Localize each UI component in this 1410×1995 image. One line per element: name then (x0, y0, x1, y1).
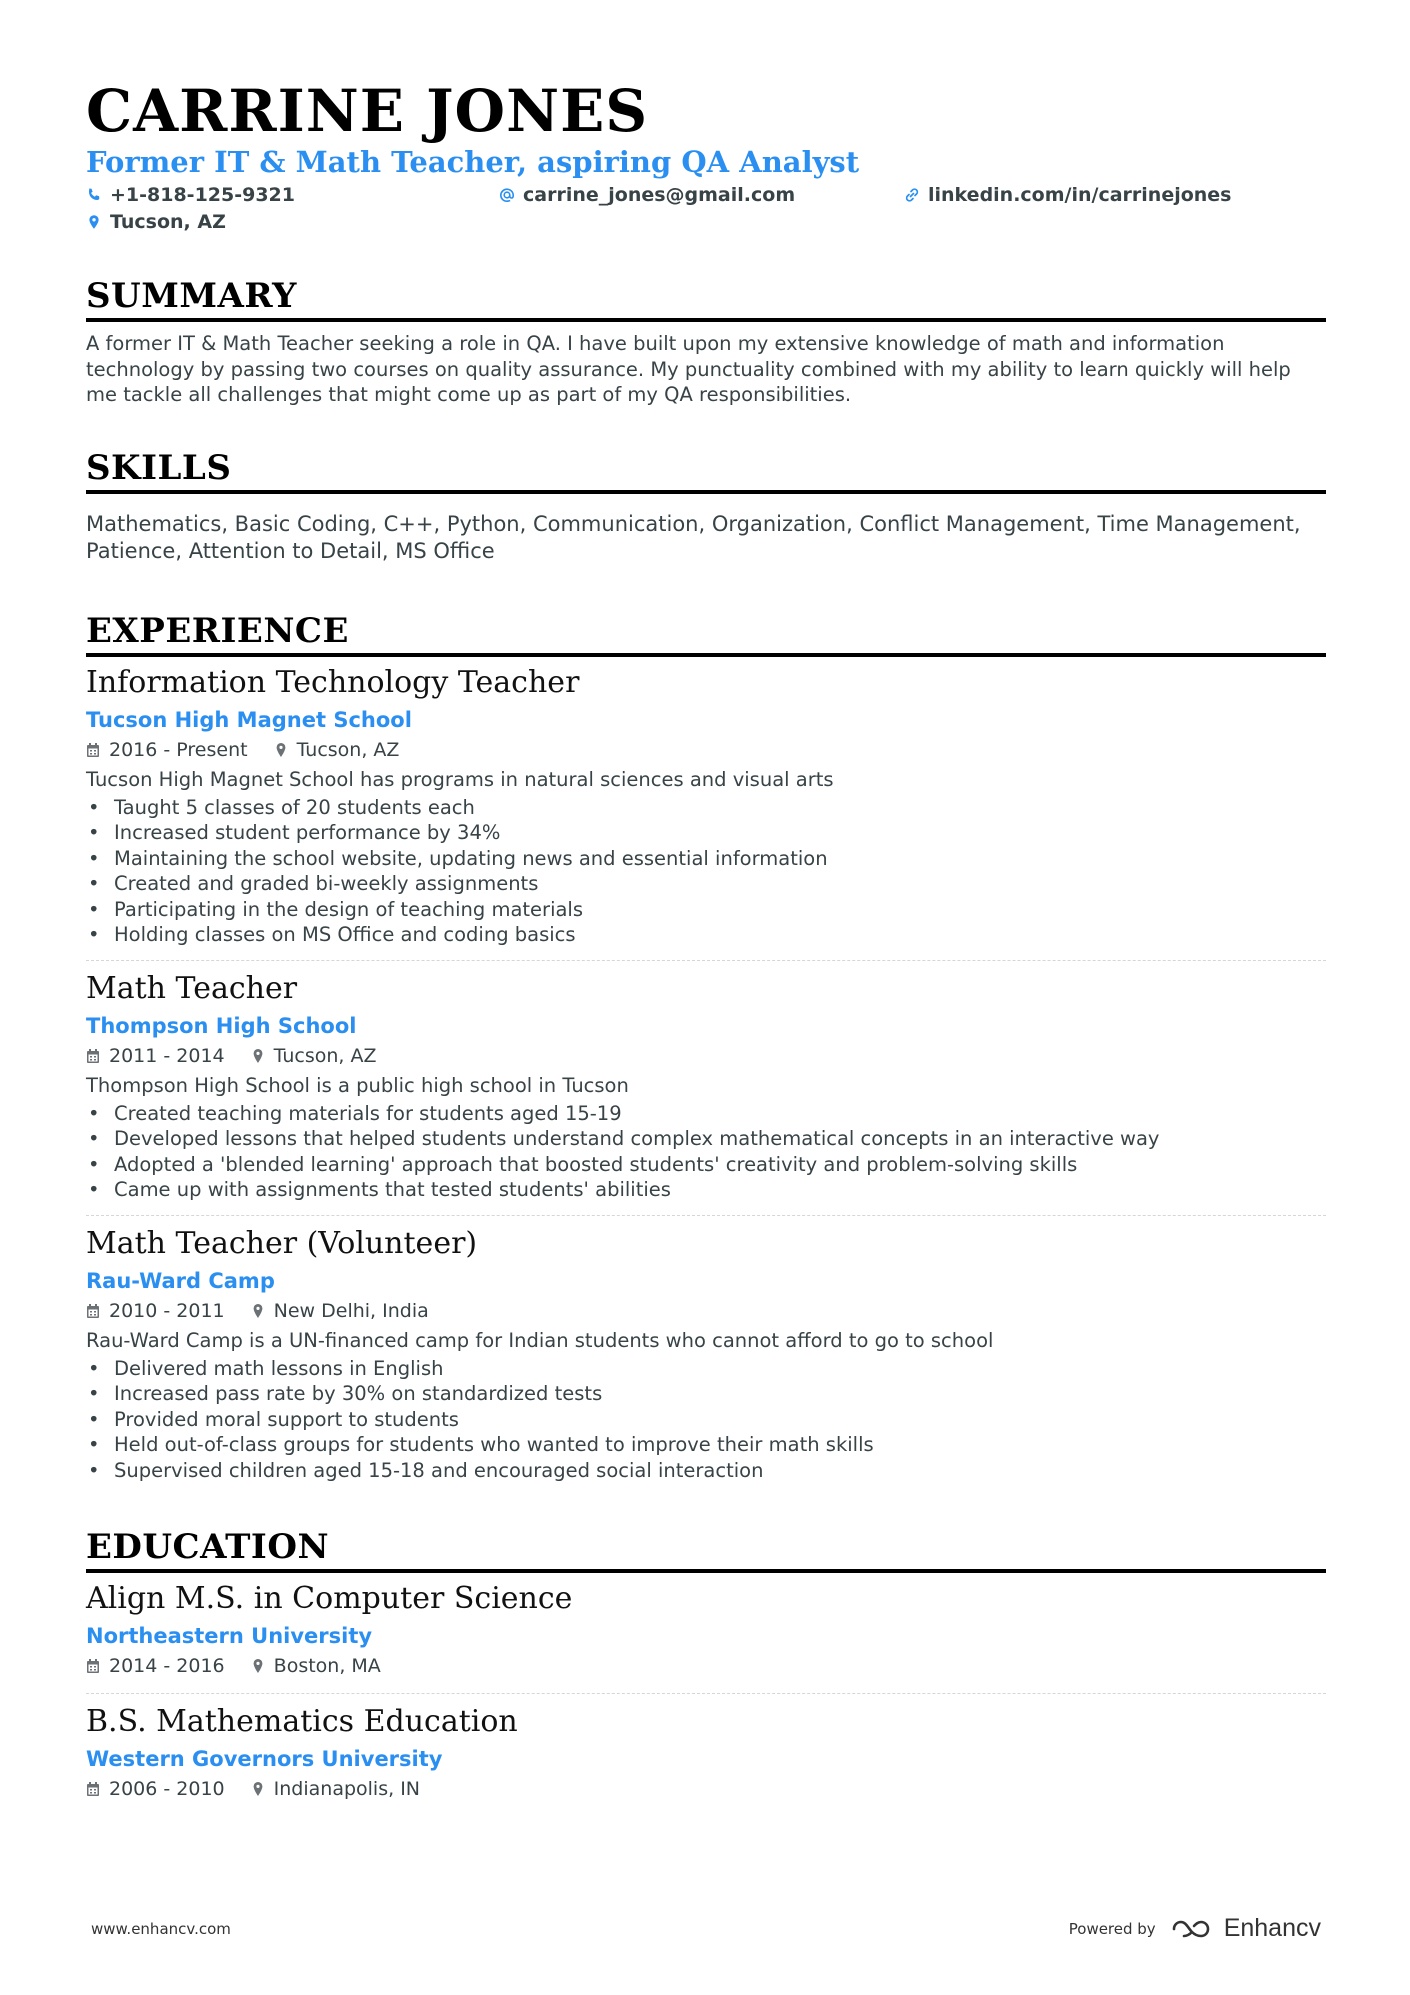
education-meta (86, 1651, 1326, 1681)
company-name[interactable]: Tucson High Magnet School (86, 707, 412, 732)
list-item: • Supervised children aged 15-18 and encouraged social interaction (86, 1458, 1326, 1484)
company-name[interactable]: Rau-Ward Camp (86, 1268, 275, 1293)
experience-heading: EXPERIENCE (86, 611, 1326, 657)
list-item: • Held out-of-class groups for students who wanted to improve their math skills (86, 1432, 1326, 1458)
entry-divider (86, 1215, 1326, 1216)
link-icon (904, 187, 920, 203)
linkedin-text: linkedin.com/in/carrinejones (928, 184, 1232, 206)
experience-entry (86, 969, 1326, 1203)
education-section (86, 1527, 1326, 1804)
map-pin-icon (86, 214, 102, 230)
job-title: Math Teacher (86, 970, 298, 1006)
page-footer (91, 1914, 1321, 1948)
skills-text: Mathematics, Basic Coding, C++, Python, Communication, Organization, Conflict Management, Time Management, Patience, Attention to Detail, MS Office (86, 511, 1301, 563)
experience-entry (86, 1224, 1326, 1484)
calendar-icon (86, 742, 100, 758)
summary-heading: SUMMARY (86, 276, 1326, 322)
skills-heading: SKILLS (86, 448, 1326, 494)
list-item: • Delivered math lessons in English (86, 1356, 1326, 1382)
education-meta (86, 1774, 1326, 1804)
summary-text: A former IT & Math Teacher seeking a role in QA. I have built upon my extensive knowledge of math and information technology by passing two courses on quality assurance. My punctuality combined with my ability to learn quickly will help me tackle all challenges that might come up as part of my QA responsibilities. (86, 332, 1291, 406)
calendar-icon (86, 1303, 100, 1319)
experience-section (86, 611, 1326, 1484)
location-text: Tucson, AZ (110, 211, 226, 233)
calendar-icon (86, 1658, 100, 1674)
map-pin-icon (251, 1781, 265, 1797)
job-dates: 2011 - 2014 (109, 1044, 225, 1067)
footer-brand[interactable] (1069, 1914, 1321, 1943)
job-bullets (86, 1356, 1326, 1484)
company-description: Tucson High Magnet School has programs in natural sciences and visual arts (86, 767, 834, 791)
job-location: Tucson, AZ (296, 738, 400, 761)
list-item: • Increased pass rate by 30% on standardized tests (86, 1381, 1326, 1407)
contact-email[interactable] (499, 184, 795, 206)
calendar-icon (86, 1048, 100, 1064)
enhancv-logo (1170, 1914, 1321, 1943)
map-pin-icon (251, 1303, 265, 1319)
education-dates: 2014 - 2016 (109, 1655, 225, 1677)
skills-section (86, 448, 1326, 565)
company-description: Rau-Ward Camp is a UN-financed camp for Indian students who cannot afford to go to school (86, 1328, 994, 1352)
map-pin-icon (251, 1658, 265, 1674)
map-pin-icon (274, 742, 288, 758)
phone-text: +1-818-125-9321 (110, 184, 295, 206)
school-name[interactable]: Western Governors University (86, 1747, 443, 1771)
education-entry (86, 1702, 1326, 1804)
contact-phone[interactable] (86, 184, 295, 206)
list-item: • Provided moral support to students (86, 1407, 1326, 1433)
list-item: • Adopted a 'blended learning' approach that boosted students' creativity and problem-solving skills (86, 1152, 1326, 1178)
job-dates: 2010 - 2011 (109, 1299, 225, 1322)
list-item: • Created teaching materials for students aged 15-19 (86, 1101, 1326, 1127)
school-name[interactable]: Northeastern University (86, 1624, 373, 1648)
job-meta (86, 1296, 1326, 1326)
degree-title: Align M.S. in Computer Science (86, 1581, 573, 1616)
enhancv-logo-icon (1170, 1917, 1216, 1941)
footer-website-link[interactable]: www.enhancv.com (91, 1920, 231, 1938)
list-item: • Increased student performance by 34% (86, 820, 1326, 846)
list-item: • Holding classes on MS Office and coding basics (86, 922, 1326, 948)
education-entry (86, 1579, 1326, 1681)
map-pin-icon (251, 1048, 265, 1064)
list-item: • Created and graded bi-weekly assignments (86, 871, 1326, 897)
list-item: • Came up with assignments that tested students' abilities (86, 1177, 1326, 1203)
summary-section (86, 276, 1326, 408)
powered-by-label: Powered by (1068, 1919, 1156, 1938)
job-location: New Delhi, India (273, 1299, 429, 1322)
phone-icon (86, 187, 102, 203)
job-dates: 2016 - Present (109, 738, 248, 761)
degree-title: B.S. Mathematics Education (86, 1704, 518, 1739)
education-location: Boston, MA (273, 1655, 381, 1677)
email-text: carrine_jones@gmail.com (523, 184, 796, 206)
candidate-name: CARRINE JONES (86, 77, 649, 145)
experience-entry (86, 663, 1326, 948)
contact-location (86, 211, 226, 233)
list-item: • Participating in the design of teaching materials (86, 897, 1326, 923)
job-bullets (86, 795, 1326, 948)
company-description: Thompson High School is a public high school in Tucson (86, 1073, 629, 1097)
job-title: Math Teacher (Volunteer) (86, 1225, 478, 1261)
resume-page (86, 78, 1326, 1804)
contact-info (86, 184, 1326, 240)
candidate-tagline: Former IT & Math Teacher, aspiring QA Analyst (86, 145, 860, 179)
job-bullets (86, 1101, 1326, 1203)
list-item: • Taught 5 classes of 20 students each (86, 795, 1326, 821)
job-title: Information Technology Teacher (86, 664, 580, 700)
entry-divider (86, 1693, 1326, 1694)
company-name[interactable]: Thompson High School (86, 1013, 357, 1038)
contact-linkedin[interactable] (904, 184, 1232, 206)
brand-name: Enhancv (1223, 1914, 1321, 1942)
job-meta (86, 1041, 1326, 1071)
education-heading: EDUCATION (86, 1527, 1326, 1573)
education-location: Indianapolis, IN (273, 1778, 421, 1800)
job-meta (86, 735, 1326, 765)
list-item: • Developed lessons that helped students understand complex mathematical concepts in an interactive way (86, 1126, 1326, 1152)
entry-divider (86, 960, 1326, 961)
education-dates: 2006 - 2010 (109, 1778, 225, 1800)
at-icon (499, 187, 515, 203)
list-item: • Maintaining the school website, updating news and essential information (86, 846, 1326, 872)
calendar-icon (86, 1781, 100, 1797)
job-location: Tucson, AZ (273, 1044, 377, 1067)
